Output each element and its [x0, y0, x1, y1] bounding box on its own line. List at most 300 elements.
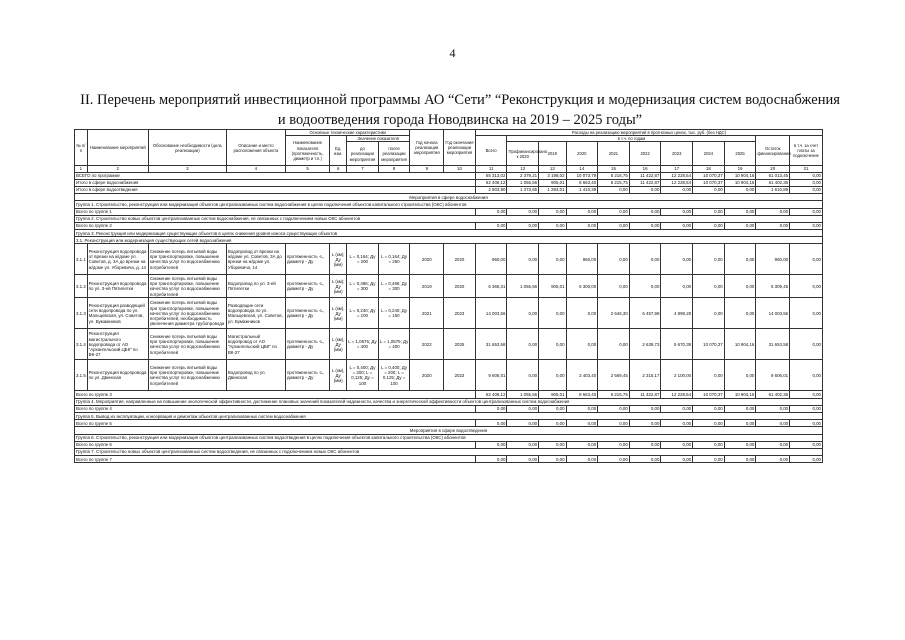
measure-cost: 9 606,01 [475, 360, 507, 391]
total-value: 8 663,40 [566, 391, 598, 398]
total-value: 62 408,12 [475, 179, 507, 186]
total-value: 0,00 [598, 405, 630, 412]
subgroup-3-1-heading: 3.1. Реконструкция или модернизация существующих сетей водоснабжения [75, 237, 823, 244]
total-value: 0,00 [724, 405, 756, 412]
measure-reason: Снижение потерь питьевой воды при транспортировке, повышение качества услуг по водоснабжению потребителей [148, 275, 226, 298]
measure-number: 3.1.4 [75, 329, 88, 360]
measure-cost: 0,00 [507, 244, 539, 275]
title-line-2: и водоотведения города Новодвинска на 2019 – 2025 годы” [277, 112, 643, 128]
measure-cost: 1 055,56 [507, 275, 539, 298]
measure-cost: 0,00 [507, 329, 539, 360]
column-number: 6 [330, 166, 347, 172]
measure-cost: 0,00 [598, 244, 630, 275]
measure-end-year: 2020 [444, 244, 476, 275]
total-value: 10 070,37 [693, 391, 725, 398]
total-value: 10 904,16 [724, 179, 756, 186]
header-costs-group: Расходы на реализацию мероприятий в прогнозных ценах, тыс. руб. (без НДС) [475, 130, 822, 136]
group-7-heading [75, 448, 823, 455]
measure-start-year: 2022 [410, 329, 444, 360]
measure-cost: 0,00 [693, 360, 725, 391]
group-4-total-row [75, 405, 823, 412]
measure-reason: Снижение потерь питьевой воды при транспортировке, повышение качества услуг по водоснабжению потребителей, необходимость увеличения диаметра трубопровода [148, 298, 226, 329]
column-number: 1 [75, 166, 88, 172]
total-value: 0,00 [724, 186, 756, 193]
total-value: 0,00 [790, 208, 823, 215]
header-reason: Обоснование необходимости (цель реализации) [148, 130, 226, 166]
group-1-heading [75, 201, 823, 208]
column-number: 18 [693, 166, 725, 172]
measure-start-year: 2021 [410, 298, 444, 329]
measure-cost: 0,00 [566, 298, 598, 329]
total-value: 0,00 [629, 441, 661, 448]
total-value: 0,00 [756, 208, 790, 215]
total-value: 0,00 [629, 208, 661, 215]
total-value: 0,00 [566, 208, 598, 215]
total-value: 1 055,56 [507, 391, 539, 398]
total-value: 12 228,54 [661, 391, 693, 398]
total-label: Итого в сфере водоснабжения [75, 179, 476, 186]
measure-name: Реконструкция водопровода от врезки на ж/доме ул. Советов, д. 3А до врезки на ж/доме ул. Уборевича, д. 14 [87, 244, 148, 275]
total-label: Итого в сфере водоотведения [75, 186, 476, 193]
measure-cost: 6 365,01 [475, 275, 507, 298]
measure-cost: 0,00 [539, 298, 566, 329]
measure-location: Водопровод по ул. Двинская [226, 360, 285, 391]
total-value: 0,00 [756, 405, 790, 412]
measure-cost: 0,00 [629, 244, 661, 275]
total-value: 0,00 [790, 391, 823, 398]
total-value: 1 055,56 [507, 179, 539, 186]
measure-cost: 10 904,16 [724, 329, 756, 360]
total-value: 0,00 [539, 405, 566, 412]
measure-before: L = 0,400; Ду = 200; L = 0,125; Ду = 100 [347, 360, 379, 391]
measure-location: Разводящие сети водопровода по ул. Мальцевская, ул. Советов, ул. Бумажников [226, 298, 285, 329]
column-number: 14 [566, 166, 598, 172]
measure-cost: 0,00 [724, 275, 756, 298]
group-4-heading: Группа 4. Мероприятия, направленные на повышение экологической эффективности, достижение плановых значений показателей надежности, качества и энергетической эффективности объектов централизованных систем водоснабжения [75, 398, 823, 405]
header-years-group: в т.ч. по годам [507, 136, 756, 142]
measure-row [75, 360, 823, 391]
measure-reason: Снижение потерь питьевой воды при транспортировке, повышение качества услуг по водоснабжению потребителей [148, 329, 226, 360]
column-number: 16 [629, 166, 661, 172]
total-value: 0,00 [756, 441, 790, 448]
header-year: 2022 [629, 142, 661, 166]
measure-number: 3.1.3 [75, 298, 88, 329]
header-year: 2024 [693, 142, 725, 166]
group-2-heading: Группа 2. Строительство новых объектов централизованных систем водоснабжения, не связанных с подключением новых ОКС абонентов [75, 215, 823, 222]
measure-tech: протяженность -L, диаметр - Ду [285, 329, 329, 360]
measure-start-year: 2019 [410, 275, 444, 298]
total-value: 0,00 [566, 420, 598, 427]
header-start-year: Год начала реализации мероприятия [410, 130, 444, 166]
measure-start-year: 2020 [410, 244, 444, 275]
measure-cost: 0,00 [661, 244, 693, 275]
measure-cost: 5 309,45 [756, 275, 790, 298]
measure-unit: L (км), Ду (мм) [330, 298, 347, 329]
measure-cost: 2 403,40 [566, 360, 598, 391]
total-value: 0,00 [756, 456, 790, 463]
section-water-supply [75, 194, 823, 201]
total-value: 0,00 [629, 420, 661, 427]
total-value: 61 402,36 [756, 179, 790, 186]
total-value: 0,00 [566, 222, 598, 229]
measure-reason: Снижение потерь питьевой воды при транспортировке, повышение качества услуг по водоснабжению потребителей [148, 244, 226, 275]
measure-cost: 0,00 [598, 329, 630, 360]
group-3-heading: Группа 3. Реконструкция или модернизация существующих объектов в целях снижения уровня износа существующих объектов [75, 230, 823, 237]
measure-unit: L (км), Ду (мм) [330, 329, 347, 360]
total-label: Всего по группе 1 [75, 208, 476, 215]
total-value: 0,00 [724, 420, 756, 427]
measure-cost: 0,00 [693, 275, 725, 298]
total-value: 0,00 [598, 441, 630, 448]
measure-cost: 0,00 [693, 298, 725, 329]
total-value: 0,00 [790, 405, 823, 412]
measure-after: L = 0,400; Ду = 200; L = 0,125; Ду = 100 [378, 360, 410, 391]
total-value: 2 379,21 [507, 172, 539, 179]
measure-start-year: 2020 [410, 360, 444, 391]
group-1-heading: Группа 1. Строительство, реконструкция или модернизация объектов централизованных систем водоснабжения в целях подключения объектов капитального строительства (ОКС) абонентов [75, 201, 823, 208]
total-value: 1 373,65 [507, 186, 539, 193]
measure-end-year: 2023 [444, 298, 476, 329]
total-value: 1 293,01 [539, 186, 566, 193]
header-incl: в т.ч. за счет платы за подключение [790, 136, 823, 166]
group-6-total-row [75, 441, 823, 448]
measure-location: Магистральный водопровод от АО "Архангельский ЦБК" по ВК-27 [226, 329, 285, 360]
total-value: 0,00 [693, 441, 725, 448]
total-value: 0,00 [539, 208, 566, 215]
total-value: 0,00 [693, 405, 725, 412]
total-value: 0,00 [475, 456, 507, 463]
total-value: 62 408,12 [475, 391, 507, 398]
measure-cost: 0,00 [661, 275, 693, 298]
column-number: 2 [87, 166, 148, 172]
header-year: 2021 [598, 142, 630, 166]
header-after: после реализации мероприятия [378, 142, 410, 166]
total-value: 0,00 [475, 420, 507, 427]
column-number: 8 [378, 166, 410, 172]
column-number: 9 [410, 166, 444, 172]
total-value: 5 215,75 [598, 391, 630, 398]
column-number: 20 [756, 166, 790, 172]
header-year: 2023 [661, 142, 693, 166]
total-value: 0,00 [790, 172, 823, 179]
measure-cost: 0,00 [507, 298, 539, 329]
total-value: 10 904,16 [724, 391, 756, 398]
total-value: 0,00 [693, 208, 725, 215]
measure-cost: 0,00 [598, 275, 630, 298]
total-value: 1 610,89 [756, 186, 790, 193]
total-value: 0,00 [566, 441, 598, 448]
total-value: 0,00 [507, 456, 539, 463]
total-label: Всего по группе 4 [75, 405, 476, 412]
investment-table [74, 129, 823, 463]
total-value: 0,00 [598, 420, 630, 427]
header-location: Описание и место расположения объекта [226, 130, 285, 166]
measure-row [75, 244, 823, 275]
group-6-heading [75, 434, 823, 441]
measure-before: L = 1,0575; Ду = 400 [347, 329, 379, 360]
total-value: 0,00 [693, 186, 725, 193]
measure-cost: 0,00 [724, 298, 756, 329]
header-before: до реализации мероприятия [347, 142, 379, 166]
measure-row [75, 298, 823, 329]
measure-before: L = 0,164; Ду = 200 [347, 244, 379, 275]
measure-number: 3.1.2 [75, 275, 88, 298]
total-value: 11 422,87 [629, 391, 661, 398]
measure-number: 3.1.1 [75, 244, 88, 275]
column-number: 13 [539, 166, 566, 172]
total-value: 5 215,75 [598, 179, 630, 186]
total-value: 61 402,36 [756, 391, 790, 398]
total-value: 0,00 [507, 208, 539, 215]
column-number: 4 [226, 166, 285, 172]
group-7-heading: Группа 7. Строительство новых объектов централизованных систем водоотведения, не связанных с подключением новых ОКС абонентов [75, 448, 823, 455]
header-unit: Ед. изм. [330, 136, 347, 166]
total-label: Всего по группе 5 [75, 420, 476, 427]
total-value: 0,00 [693, 222, 725, 229]
measure-cost: 2 646,30 [598, 298, 630, 329]
measure-end-year: 2020 [444, 275, 476, 298]
title-line-1: II. Перечень мероприятий инвестиционной программы АО “Сети” “Реконструкция и модернизация систем водоснабжения [80, 92, 840, 108]
measure-cost: 9 606,01 [756, 360, 790, 391]
group-5-heading [75, 413, 823, 420]
measure-cost: 0,00 [724, 244, 756, 275]
total-value: 10 070,37 [693, 172, 725, 179]
total-value: 0,00 [790, 441, 823, 448]
total-label: Всего по группе 3 [75, 391, 476, 398]
measure-name: Реконструкция водопровода по ул. Двинская [87, 360, 148, 391]
total-value: 0,00 [475, 405, 507, 412]
measure-cost: 0,00 [790, 244, 823, 275]
total-value: 0,00 [475, 222, 507, 229]
column-number: 15 [598, 166, 630, 172]
total-value: 0,00 [661, 186, 693, 193]
measure-end-year: 2023 [444, 360, 476, 391]
measure-name: Реконструкция разводящей сети водопровода по ул. Мальцевская, ул. Советов, ул. Бумажников [87, 298, 148, 329]
total-value: 0,00 [661, 420, 693, 427]
total-value: 0,00 [693, 420, 725, 427]
column-number: 10 [444, 166, 476, 172]
total-value: 0,00 [724, 456, 756, 463]
total-value: 905,01 [539, 391, 566, 398]
measure-cost: 10 070,37 [693, 329, 725, 360]
total-value: 0,00 [661, 441, 693, 448]
measure-cost: 0,00 [566, 329, 598, 360]
measure-reason: Снижение потерь питьевой воды при транспортировке, повышение качества услуг по водоснабжению потребителей [148, 360, 226, 391]
total-value: 0,00 [790, 186, 823, 193]
header-total: Всего [475, 136, 507, 166]
group-2-heading [75, 215, 823, 222]
header-values-group: Значение показателя [347, 136, 410, 142]
total-value: 0,00 [629, 456, 661, 463]
measure-cost: 31 653,58 [756, 329, 790, 360]
group-6-heading: Группа 6. Строительство, реконструкция или модернизация объектов централизованных систем водоотведения в целях подключения объектов капитального строительства (ОКС) абонентов [75, 434, 823, 441]
total-value: 0,00 [475, 441, 507, 448]
measure-tech: протяженность -L, диаметр - Ду [285, 360, 329, 391]
total-value: 0,00 [661, 222, 693, 229]
total-value: 0,00 [790, 179, 823, 186]
total-value: 0,00 [661, 405, 693, 412]
measure-cost: 0,00 [724, 360, 756, 391]
header-year: 2019 [539, 142, 566, 166]
summary-total-row [75, 186, 823, 193]
measure-cost: 14 003,56 [756, 298, 790, 329]
measure-cost: 0,00 [629, 275, 661, 298]
column-number: 19 [724, 166, 756, 172]
measure-tech: протяженность -L, диаметр - Ду [285, 275, 329, 298]
total-value: 0,00 [724, 208, 756, 215]
measure-after: L = 1,0575; Ду = 400 [378, 329, 410, 360]
total-label: Всего по группе 2 [75, 222, 476, 229]
total-value: 0,00 [539, 441, 566, 448]
column-number: 17 [661, 166, 693, 172]
total-value: 0,00 [724, 441, 756, 448]
total-value: 0,00 [629, 186, 661, 193]
measure-cost: 2 569,45 [598, 360, 630, 391]
header-num: № п/п [75, 130, 88, 166]
total-value: 0,00 [724, 222, 756, 229]
header-year: 2020 [566, 142, 598, 166]
header-tech-group: Основные технические характеристики [285, 130, 409, 136]
measure-cost: 0,00 [790, 360, 823, 391]
measure-cost: 0,00 [790, 329, 823, 360]
total-value: 0,00 [539, 456, 566, 463]
group-2-total-row [75, 222, 823, 229]
measure-unit: L (км); Ду (мм) [330, 275, 347, 298]
total-value: 0,00 [756, 222, 790, 229]
page-number: 4 [449, 46, 456, 60]
total-value: 0,00 [566, 405, 598, 412]
total-value: 5 216,75 [598, 172, 630, 179]
measure-row [75, 329, 823, 360]
total-value: 0,00 [693, 456, 725, 463]
column-number: 21 [790, 166, 823, 172]
total-value: 0,00 [598, 456, 630, 463]
total-value: 905,01 [539, 179, 566, 186]
measure-before: L = 0,240; Ду = 100 [347, 298, 379, 329]
group-7-total-row [75, 456, 823, 463]
total-value: 0,00 [507, 405, 539, 412]
measure-cost: 0,00 [539, 244, 566, 275]
total-value: 0,00 [539, 222, 566, 229]
total-value: 0,00 [790, 420, 823, 427]
section-water-supply: Мероприятия в сфере водоснабжения [75, 194, 823, 201]
measure-tech: протяженность -L, диаметр - Ду [285, 244, 329, 275]
total-value: 12 228,54 [661, 172, 693, 179]
total-value: 0,00 [539, 420, 566, 427]
measure-cost: 960,00 [475, 244, 507, 275]
total-value: 12 228,54 [661, 179, 693, 186]
header-tech-name: Наименование показателя (протяженность, диаметр и т.п.) [285, 136, 329, 166]
section-wastewater [75, 427, 823, 434]
total-value: 61 013,45 [756, 172, 790, 179]
summary-total-row [75, 179, 823, 186]
total-value: 2 903,90 [475, 186, 507, 193]
measure-location: Водопровод по ул. 3-ей Пятилетки [226, 275, 285, 298]
column-number: 11 [475, 166, 507, 172]
total-value: 0,00 [598, 222, 630, 229]
measure-cost: 905,01 [539, 275, 566, 298]
total-value: 0,00 [507, 222, 539, 229]
measure-row [75, 275, 823, 298]
measure-after: L = 0,164; Ду = 250 [378, 244, 410, 275]
total-value: 8 663,40 [566, 179, 598, 186]
total-value: 10 073,79 [566, 172, 598, 179]
measure-cost: 5 300,00 [566, 275, 598, 298]
header-year: 2025 [724, 142, 756, 166]
total-value: 1 410,39 [566, 186, 598, 193]
measure-unit: L (км); Ду (мм) [330, 244, 347, 275]
section-wastewater: Мероприятия в сфере водоотведения [75, 427, 823, 434]
total-value: 0,00 [566, 456, 598, 463]
header-before-2020: Профинансировано к 2020 [507, 142, 539, 166]
table-body [75, 172, 823, 463]
investment-table-wrapper [74, 129, 823, 463]
total-value: 10 904,16 [724, 172, 756, 179]
measure-unit: L (км), Ду (мм) [330, 360, 347, 391]
group-3-heading [75, 230, 823, 237]
total-label: Всего по группе 7 [75, 456, 476, 463]
summary-total-row [75, 172, 823, 179]
header-end-year: Год окончания реализации мероприятия [444, 130, 476, 166]
measure-cost: 0,00 [790, 275, 823, 298]
measure-after: L = 0,486; Ду = 300 [378, 275, 410, 298]
measure-cost: 6 457,98 [629, 298, 661, 329]
measure-number: 3.1.5 [75, 360, 88, 391]
group-4-heading [75, 398, 823, 405]
measure-tech: протяженность -L, диаметр - Ду [285, 298, 329, 329]
column-number: 3 [148, 166, 226, 172]
measure-cost: 0,00 [539, 329, 566, 360]
group-1-total-row [75, 208, 823, 215]
subgroup-3-1-heading [75, 237, 823, 244]
total-value: 11 422,87 [629, 179, 661, 186]
measure-cost: 0,00 [790, 298, 823, 329]
measure-cost: 2 639,73 [629, 329, 661, 360]
total-value: 65 313,02 [475, 172, 507, 179]
measure-before: L = 0,486; Ду = 300 [347, 275, 379, 298]
measure-name: Реконструкция магистрального водопровода от АО "Архангельский ЦБК" по ВК-27 [87, 329, 148, 360]
total-value: 3 198,02 [539, 172, 566, 179]
total-value: 11 422,87 [629, 172, 661, 179]
measure-cost: 2 100,00 [661, 360, 693, 391]
group-3-total-row [75, 391, 823, 398]
header-remaining: Остаток финансирования [756, 136, 790, 166]
measure-cost: 0,00 [507, 360, 539, 391]
column-number: 7 [347, 166, 379, 172]
total-label: Всего по группе 6 [75, 441, 476, 448]
measure-cost: 31 653,58 [475, 329, 507, 360]
total-value: 0,00 [598, 208, 630, 215]
total-value: 0,00 [661, 456, 693, 463]
measure-after: L = 0,240; Ду = 150 [378, 298, 410, 329]
total-value: 0,00 [507, 441, 539, 448]
total-value: 0,00 [475, 208, 507, 215]
table-header [75, 130, 823, 173]
measure-cost: 5 670,39 [661, 329, 693, 360]
measure-cost: 960,00 [566, 244, 598, 275]
total-value: 0,00 [629, 405, 661, 412]
total-value: 0,00 [629, 222, 661, 229]
measure-cost: 0,00 [539, 360, 566, 391]
header-name: Наименование мероприятий [87, 130, 148, 166]
total-value: 0,00 [790, 222, 823, 229]
measure-cost: 2 315,17 [629, 360, 661, 391]
measure-end-year: 2025 [444, 329, 476, 360]
total-value: 0,00 [661, 208, 693, 215]
measure-location: Водопровод от врезки на ж/доме ул. Советов, 3А до врезки на ж/доме ул. Уборевича, 14 [226, 244, 285, 275]
total-value: 10 070,37 [693, 179, 725, 186]
measure-cost: 14 003,56 [475, 298, 507, 329]
